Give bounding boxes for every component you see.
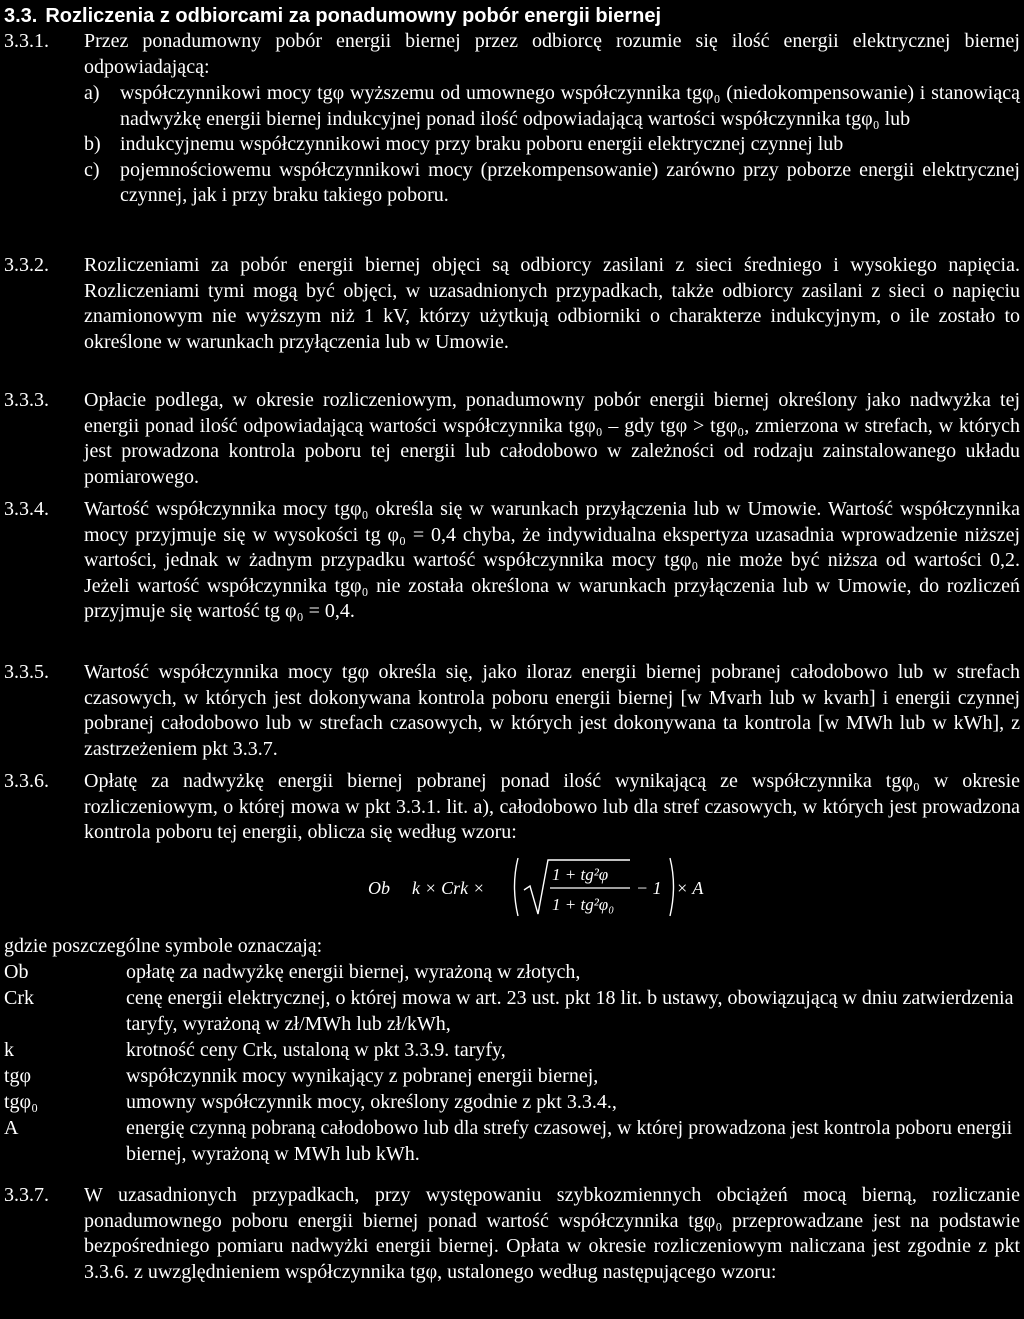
- section-3-3-5: [4, 660, 1020, 762]
- symbol-row-a: [4, 1116, 1020, 1167]
- charge-formula: [368, 850, 708, 930]
- heading-number: 3.3.: [4, 5, 38, 27]
- symbol-row-crk: [4, 986, 1020, 1037]
- symbol: tgφ: [4, 1065, 32, 1087]
- symbol: tgφ₀: [4, 1091, 39, 1113]
- list-label-a: a): [84, 82, 100, 104]
- section-text: Opłacie podlega, w okresie rozliczeniowym, ponadumowny pobór energii biernej określony jako nadwyżka tej energii ponad ilość odpowiadającą wartości współczynnika tgφ₀ – gdy tgφ > tgφ₀, zmierzona w strefach, w których jest prowadzona kontrola poboru tej energii lub całodobowo w zależności od rodzaju zainstalowanego układu pomiarowego.: [84, 389, 1020, 488]
- list-item-a: [84, 81, 1020, 132]
- section-number: 3.3.5.: [4, 661, 49, 683]
- section-number: 3.3.6.: [4, 770, 49, 792]
- symbol-desc: opłatę za nadwyżkę energii biernej, wyrażoną w złotych,: [126, 961, 581, 983]
- symbols-intro: gdzie poszczególne symbole oznaczają:: [4, 935, 323, 957]
- symbol-row-tgphi: [4, 1064, 1020, 1090]
- symbol-desc: współczynnik mocy wynikający z pobranej energii biernej,: [126, 1065, 599, 1087]
- symbol: A: [4, 1117, 19, 1139]
- section-text: Wartość współczynnika mocy tgφ₀ określa się w warunkach przyłączenia lub w Umowie. Wartość współczynnika mocy przyjmuje się w wysokości tg φ₀ = 0,4 chyba, że indywidualna ekspertyza uzasadnia wprowadzenie niższej wartości, jednak w żadnym przypadku wartość współczynnika mocy tgφ₀ nie może być niższa od wartości 0,2. Jeżeli wartość współczynnika tgφ₀ nie została określona w warunkach przyłączenia lub w Umowie, do rozliczeń przyjmuje się wartość tg φ₀ = 0,4.: [84, 498, 1020, 622]
- symbol-row-tgphi0: [4, 1090, 1020, 1116]
- section-3-3-7: [4, 1183, 1020, 1285]
- section-text: Opłatę za nadwyżkę energii biernej pobranej ponad ilość wynikającą ze współczynnika tgφ₀ w okresie rozliczeniowym, o której mowa w pkt 3.3.1. lit. a), całodobowo lub dla stref czasowych, w których jest prowadzona kontrola poboru tej energii, oblicza się według wzoru:: [84, 770, 1020, 843]
- formula-mid: k × Crk ×: [412, 878, 485, 898]
- formula-denominator: 1 + tg²φ₀: [552, 895, 615, 914]
- symbols-intro-block: [4, 934, 1020, 960]
- list-text-a: współczynnikowi mocy tgφ wyższemu od umownego współczynnika tgφ₀ (niedokompensowanie) i stanowiącą nadwyżkę energii biernej indukcyjnej ponad ilość odpowiadającą wartości współczynnika tgφ₀ lub: [120, 82, 1020, 130]
- formula-lhs: Ob: [368, 878, 390, 898]
- section-text: Rozliczeniami za pobór energii biernej objęci są odbiorcy zasilani z sieci średniego i wysokiego napięcia. Rozliczeniami tymi mogą być objęci, w uzasadnionych przypadkach, także odbiorcy zasilani z sieci o napięciu znamionowym nie wyższym niż 1 kV, którzy użytkują odbiorniki o charakterze indukcyjnym, o ile zostało to określone w warunkach przyłączenia lub w Umowie.: [84, 254, 1020, 353]
- section-number: 3.3.1.: [4, 30, 49, 52]
- section-number: 3.3.2.: [4, 254, 49, 276]
- symbol-desc: cenę energii elektrycznej, o której mowa w art. 23 ust. pkt 18 lit. b ustawy, obowiązującą w dniu zatwierdzenia taryfy, wyrażoną w zł/MWh lub zł/kWh,: [126, 987, 1014, 1035]
- section-3-3-1: [4, 29, 1020, 209]
- symbol: Crk: [4, 987, 34, 1009]
- list-label-b: b): [84, 133, 101, 155]
- formula-minus-one: − 1: [636, 878, 662, 898]
- list-text-b: indukcyjnemu współczynnikowi mocy przy braku poboru energii elektrycznej czynnej lub: [120, 133, 844, 155]
- formula-graphic: [368, 850, 708, 922]
- symbol-desc: krotność ceny Crk, ustaloną w pkt 3.3.9. taryfy,: [126, 1039, 506, 1061]
- list-item-b: [84, 132, 1020, 158]
- section-intro: Przez ponadumowny pobór energii biernej przez odbiorcę rozumie się ilość energii elektrycznej biernej odpowiadającą:: [84, 30, 1020, 78]
- symbol-desc: umowny współczynnik mocy, określony zgodnie z pkt 3.3.4.,: [126, 1091, 617, 1113]
- symbol-row-k: [4, 1038, 1020, 1064]
- formula-numerator: 1 + tg²φ: [552, 865, 609, 884]
- symbol: k: [4, 1039, 14, 1061]
- symbol-row-ob: [4, 960, 1020, 986]
- heading-title: Rozliczenia z odbiorcami za ponadumowny pobór energii biernej: [45, 5, 661, 27]
- list-item-c: [84, 158, 1020, 209]
- section-3-3-3: [4, 388, 1020, 490]
- section-number: 3.3.3.: [4, 389, 49, 411]
- list-text-c: pojemnościowemu współczynnikowi mocy (przekompensowanie) zarówno przy poborze energii elektrycznej czynnej, jak i przy braku takiego poboru.: [120, 158, 1020, 206]
- section-text: W uzasadnionych przypadkach, przy występowaniu szybkozmiennych obciążeń mocą bierną, rozliczanie ponadumownego poboru energii biernej ponad wartość współczynnika tgφ₀ przeprowadzane jest na podstawie bezpośredniego pomiaru nadwyżki energii biernej. Opłata w okresie rozliczeniowym naliczana jest zgodnie z pkt 3.3.6. z uwzględnieniem współczynnika tgφ, ustalonego według następującego wzoru:: [84, 1184, 1020, 1283]
- list-label-c: c): [84, 158, 100, 181]
- symbol: Ob: [4, 961, 29, 983]
- formula-end: × A: [676, 878, 704, 898]
- section-number: 3.3.7.: [4, 1184, 49, 1206]
- section-3-3-4: [4, 497, 1020, 625]
- symbol-desc: energię czynną pobraną całodobowo lub dla strefy czasowej, w której prowadzona jest kontrola poboru energii biernej, wyrażoną w MWh lub kWh.: [126, 1117, 1013, 1165]
- section-number: 3.3.4.: [4, 498, 49, 520]
- section-3-3-2: [4, 253, 1020, 355]
- section-3-3-6: [4, 769, 1020, 846]
- section-heading: [4, 4, 661, 30]
- section-text: Wartość współczynnika mocy tgφ określa się, jako iloraz energii biernej pobranej całodobowo lub w strefach czasowych, w których jest dokonywana kontrola poboru energii biernej [w Mvarh lub w kvarh] i energii czynnej pobranej całodobowo lub w strefach czasowych, w których jest dokonywana ta kontrola [w MWh lub w kWh], z zastrzeżeniem pkt 3.3.7.: [84, 661, 1020, 760]
